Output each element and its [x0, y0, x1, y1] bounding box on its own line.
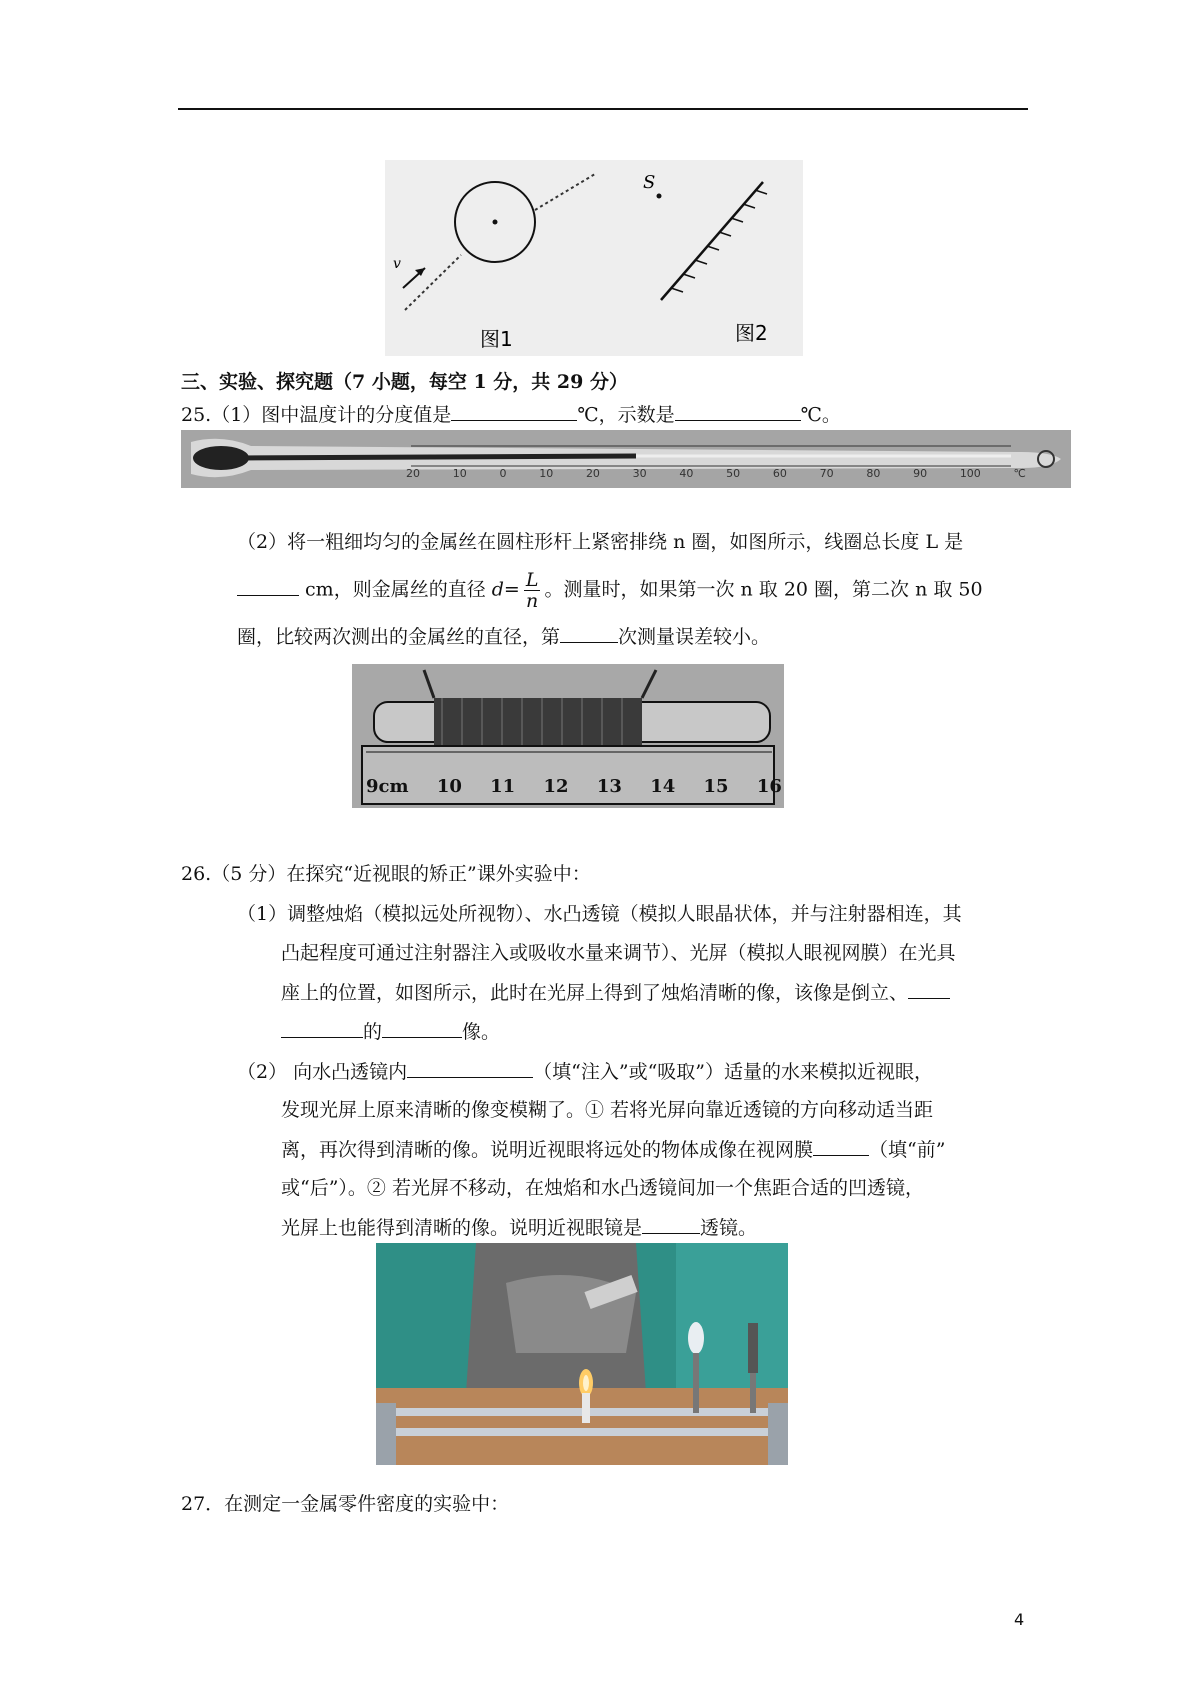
- fig1-label: 图1: [480, 327, 513, 351]
- q25-p2-l3a: 圈，比较两次测出的金属丝的直径，第: [237, 626, 561, 648]
- q26-blank-3[interactable]: [407, 1059, 533, 1078]
- ruler-label: 16: [756, 776, 782, 797]
- thermometer-label: 20: [406, 467, 420, 480]
- ruler-label: 9cm: [366, 776, 409, 797]
- q25-part2-line3: [237, 624, 770, 649]
- section-title: 三、实验、探究题（7 小题，每空 1 分，共 29 分）: [181, 371, 628, 393]
- formula-fraction: [524, 570, 541, 611]
- ruler-label: 12: [543, 776, 569, 797]
- thermometer-label: 50: [726, 467, 741, 480]
- q26-p2-line4: 或“后”）。② 若光屏不移动，在烛焰和水凸透镜间加一个焦距合适的凹透镜，: [281, 1177, 924, 1199]
- q26-p2-line2: 发现光屏上原来清晰的像变模糊了。① 若将光屏向靠近透镜的方向移动适当距: [281, 1099, 934, 1121]
- thermometer-label: 10: [452, 467, 467, 480]
- q26-blank-5[interactable]: [642, 1215, 700, 1234]
- q25-blank-trial[interactable]: [560, 624, 618, 643]
- figure-optics-drawing: [385, 160, 803, 356]
- thermometer-scale: [406, 467, 1026, 485]
- thermometer-label: 70: [819, 467, 834, 480]
- q25-p1-before: 25.（1）图中温度计的分度值是: [181, 404, 452, 426]
- ruler-label: 14: [650, 776, 676, 797]
- q26-p1-line4: [281, 1019, 500, 1044]
- experiment-photo-drawing: [376, 1243, 788, 1465]
- q26-p1-line2: 凸起程度可通过注射器注入或吸收水量来调节）、光屏（模拟人眼视网膜）在光具: [281, 942, 956, 964]
- q26-blank-4[interactable]: [813, 1137, 869, 1156]
- q25-p1-end: ℃。: [800, 404, 841, 426]
- thermometer-figure: [181, 430, 1071, 488]
- thermometer-label: 90: [913, 467, 928, 480]
- q26-p2-l5b: 透镜。: [700, 1217, 758, 1239]
- velocity-label: v: [393, 256, 401, 272]
- q26-p1-l3-text: 座上的位置，如图所示，此时在光屏上得到了烛焰清晰的像，该像是倒立、: [281, 982, 909, 1004]
- q26-p2-l1b: （填“注入”或“吸取”）适量的水来模拟近视眼，: [533, 1061, 933, 1083]
- thermometer-label: 100: [959, 467, 981, 480]
- thermometer-label: 40: [679, 467, 694, 480]
- point-s-label: S: [643, 172, 656, 193]
- formula-numerator: L: [525, 569, 539, 591]
- q26-title: 26.（5 分）在探究“近视眼的矫正”课外实验中：: [181, 863, 591, 885]
- q25-p2-l3b: 次测量误差较小。: [618, 626, 771, 648]
- experiment-photo: [376, 1243, 788, 1465]
- q26-blank-1a[interactable]: [908, 980, 950, 999]
- formula-lhs: d=: [491, 578, 520, 601]
- thermometer-label: 80: [866, 467, 881, 480]
- q26-blank-1b[interactable]: [281, 1019, 363, 1038]
- figure-optics: [385, 160, 803, 356]
- q26-p1-line3: [281, 980, 950, 1005]
- page-number: 4: [1014, 1610, 1025, 1629]
- thermometer-label: 0: [499, 467, 507, 480]
- coil-ruler-figure: [352, 664, 784, 808]
- thermometer-label: 10: [539, 467, 554, 480]
- q26-p2-l3b: （填“前”: [869, 1139, 946, 1161]
- q26-p2-line5: [281, 1215, 757, 1240]
- q26-p2-l3a: 离，再次得到清晰的像。说明近视眼将远处的物体成像在视网膜: [281, 1139, 814, 1161]
- q25-p1-mid: ℃，示数是: [577, 404, 675, 426]
- q26-p2-l5a: 光屏上也能得到清晰的像。说明近视眼镜是: [281, 1217, 643, 1239]
- ruler-scale: [366, 776, 782, 797]
- header-rule: [178, 108, 1028, 110]
- q25-blank-division[interactable]: [451, 402, 577, 421]
- q25-p2-l2b: 。测量时，如果第一次 n 取 20 圈，第二次 n 取 50: [544, 578, 983, 601]
- q26-p2-l1a: （2） 向水凸透镜内: [237, 1061, 408, 1083]
- q26-blank-2[interactable]: [382, 1019, 462, 1038]
- ruler-label: 13: [596, 776, 622, 797]
- fig2-label: 图2: [735, 321, 768, 345]
- q26-p1-l4a: 的: [363, 1021, 383, 1043]
- ruler-label: 10: [436, 776, 462, 797]
- q25-part2-line2: [237, 570, 983, 611]
- thermometer-label: 30: [632, 467, 647, 480]
- thermometer-label: ℃: [1013, 467, 1026, 480]
- formula-denominator: n: [526, 590, 539, 612]
- thermometer-label: 60: [772, 467, 787, 480]
- q27-title: 27．在测定一金属零件密度的实验中：: [181, 1493, 510, 1515]
- q26-p1-l4b: 像。: [462, 1021, 501, 1043]
- q26-p2-line1: [237, 1059, 933, 1084]
- q25-blank-length[interactable]: [237, 577, 299, 596]
- ruler-label: 15: [703, 776, 729, 797]
- q25-part1: [181, 402, 841, 427]
- q25-blank-reading[interactable]: [675, 402, 801, 421]
- q25-p2-l2a: cm，则金属丝的直径: [299, 578, 492, 601]
- ruler-label: 11: [490, 776, 516, 797]
- q25-part2-line1: （2）将一粗细均匀的金属丝在圆柱形杆上紧密排绕 n 圈，如图所示，线圈总长度 L 是: [237, 531, 964, 553]
- q26-p1-line1: （1）调整烛焰（模拟远处所视物）、水凸透镜（模拟人眼晶状体，并与注射器相连，其: [237, 903, 962, 925]
- thermometer-label: 20: [585, 467, 600, 480]
- q26-p2-line3: [281, 1137, 945, 1162]
